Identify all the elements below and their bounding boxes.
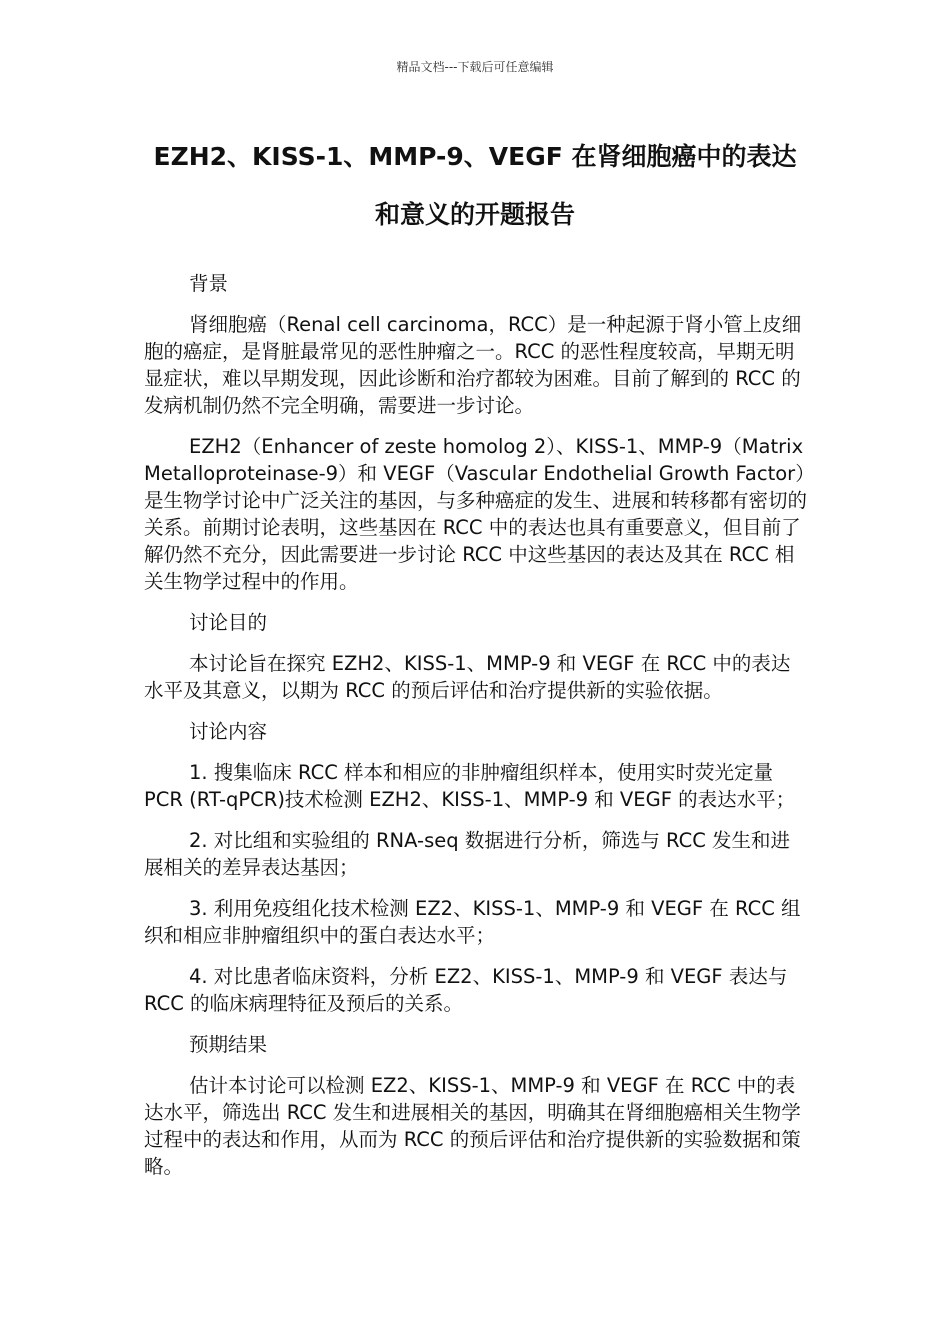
- paragraph-content-item-4: 4. 对比患者临床资料，分析 EZ2、KISS-1、MMP-9 和 VEGF 表达与 RCC 的临床病理特征及预后的关系。: [144, 965, 788, 1015]
- section-heading-expected-results: 预期结果: [189, 1033, 268, 1056]
- document-body: [144, 270, 808, 1194]
- paragraph-purpose: 本讨论旨在探究 EZH2、KISS-1、MMP-9 和 VEGF 在 RCC 中的表达水平及其意义，以期为 RCC 的预后评估和治疗提供新的实验依据。: [144, 652, 791, 702]
- paragraph-content-item-3: 3. 利用免疫组化技术检测 EZ2、KISS-1、MMP-9 和 VEGF 在 RCC 组织和相应非肿瘤组织中的蛋白表达水平；: [144, 897, 801, 947]
- section-heading-content: 讨论内容: [189, 720, 268, 743]
- document-title: EZH2、KISS-1、MMP-9、VEGF 在肾细胞癌中的表达和意义的开题报告: [153, 142, 797, 229]
- header-note: 精品文档---下载后可任意编辑: [396, 60, 554, 74]
- paragraph-content-item-1: 1. 搜集临床 RCC 样本和相应的非肿瘤组织样本，使用实时荧光定量 PCR (RT-qPCR)技术检测 EZH2、KISS-1、MMP-9 和 VEGF 的表达水平；: [144, 761, 796, 811]
- section-heading-background: 背景: [189, 272, 229, 295]
- paragraph-expected-results: 估计本讨论可以检测 EZ2、KISS-1、MMP-9 和 VEGF 在 RCC 中的表达水平，筛选出 RCC 发生和进展相关的基因，明确其在肾细胞癌相关生物学过程中的表达和作用，从而为 RCC 的预后评估和治疗提供新的实验数据和策略。: [144, 1074, 801, 1178]
- paragraph-background-2: EZH2（Enhancer of zeste homolog 2）、KISS-1、MMP-9（Matrix Metalloproteinase-9）和 VEGF（Vascular Endothelial Growth Factor）是生物学讨论中广泛关注的基因，与多种癌症的发生、进展和转移都有密切的关系。前期讨论表明，这些基因在 RCC 中的表达也具有重要意义，但目前了解仍然不充分，因此需要进一步讨论 RCC 中这些基因的表达及其在 RCC 相关生物学过程中的作用。: [144, 435, 808, 593]
- section-heading-purpose: 讨论目的: [189, 611, 268, 634]
- paragraph-background-1: 肾细胞癌（Renal cell carcinoma，RCC）是一种起源于肾小管上皮细胞的癌症，是肾脏最常见的恶性肿瘤之一。RCC 的恶性程度较高，早期无明显症状，难以早期发现，因此诊断和治疗都较为困难。目前了解到的 RCC 的发病机制仍然不完全明确，需要进一步讨论。: [144, 313, 802, 417]
- paragraph-content-item-2: 2. 对比组和实验组的 RNA-seq 数据进行分析，筛选与 RCC 发生和进展相关的差异表达基因；: [144, 829, 791, 879]
